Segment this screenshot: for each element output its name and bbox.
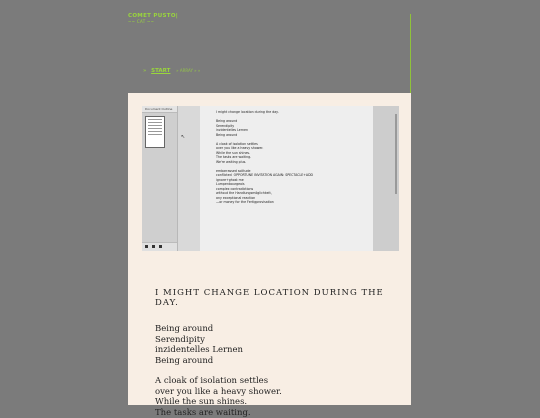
page-thumbnail: [145, 116, 165, 148]
sidebar-title: Document Outline: [142, 106, 177, 113]
screenshot-scrollbar: [395, 114, 397, 194]
accent-divider-line: [410, 14, 411, 94]
poem-line: The tasks are waiting.: [155, 408, 411, 418]
screenshot-sidebar: [142, 106, 178, 251]
poem-line: A cloak of isolation settles: [155, 376, 411, 387]
poem-line: inzidentelles Lernen: [155, 345, 411, 356]
poem-text: [155, 288, 411, 418]
poem-line: While the sun shines.: [155, 397, 411, 408]
logo-subtitle: ~~ CAT ~~: [128, 19, 178, 25]
sidebar-toolbar: [142, 242, 177, 251]
poem-line: over you like a heavy shower.: [155, 387, 411, 398]
embedded-screenshot: [142, 106, 399, 251]
toolbar-icon: [159, 245, 162, 248]
poem-line: Being around: [155, 356, 411, 367]
nav-more-links[interactable]: » ARRAY » »: [176, 68, 200, 73]
breadcrumb-nav: [143, 68, 200, 74]
toolbar-icon: [145, 245, 148, 248]
logo-title: COMET PUSTO|: [128, 13, 178, 19]
screenshot-gutter: [178, 106, 200, 251]
toolbar-icon: [152, 245, 155, 248]
poem-line: Serendipity: [155, 335, 411, 346]
content-panel: [128, 93, 411, 405]
nav-arrow-icon: »: [143, 68, 146, 74]
mouse-cursor-icon: ↖: [181, 134, 185, 140]
screenshot-document-page: [200, 106, 373, 251]
site-logo[interactable]: [128, 13, 178, 25]
screenshot-document-text: I might change location during the day. Being around Serendipity inzidentelles Lernen Being around A cloak of isolation settles over you like a heavy shower. While the sun shines. The tasks are waiting. We're waiting plus. embarrassed solitude conflicted OPPORTUNE INVITATION AGAIN: SPECTACLE+ADD ignore+ghost me Lumpenbourgeois complex contradictions without the Handlungsmöglichkeit, any exceptional reaction —or money for the Fertigprovisation: [216, 110, 313, 205]
poem-line: Being around: [155, 324, 411, 335]
poem-title: I MIGHT CHANGE LOCATION DURING THE DAY.: [155, 288, 411, 308]
nav-start-link[interactable]: START: [151, 68, 170, 74]
screenshot-right-pane: [373, 106, 399, 251]
